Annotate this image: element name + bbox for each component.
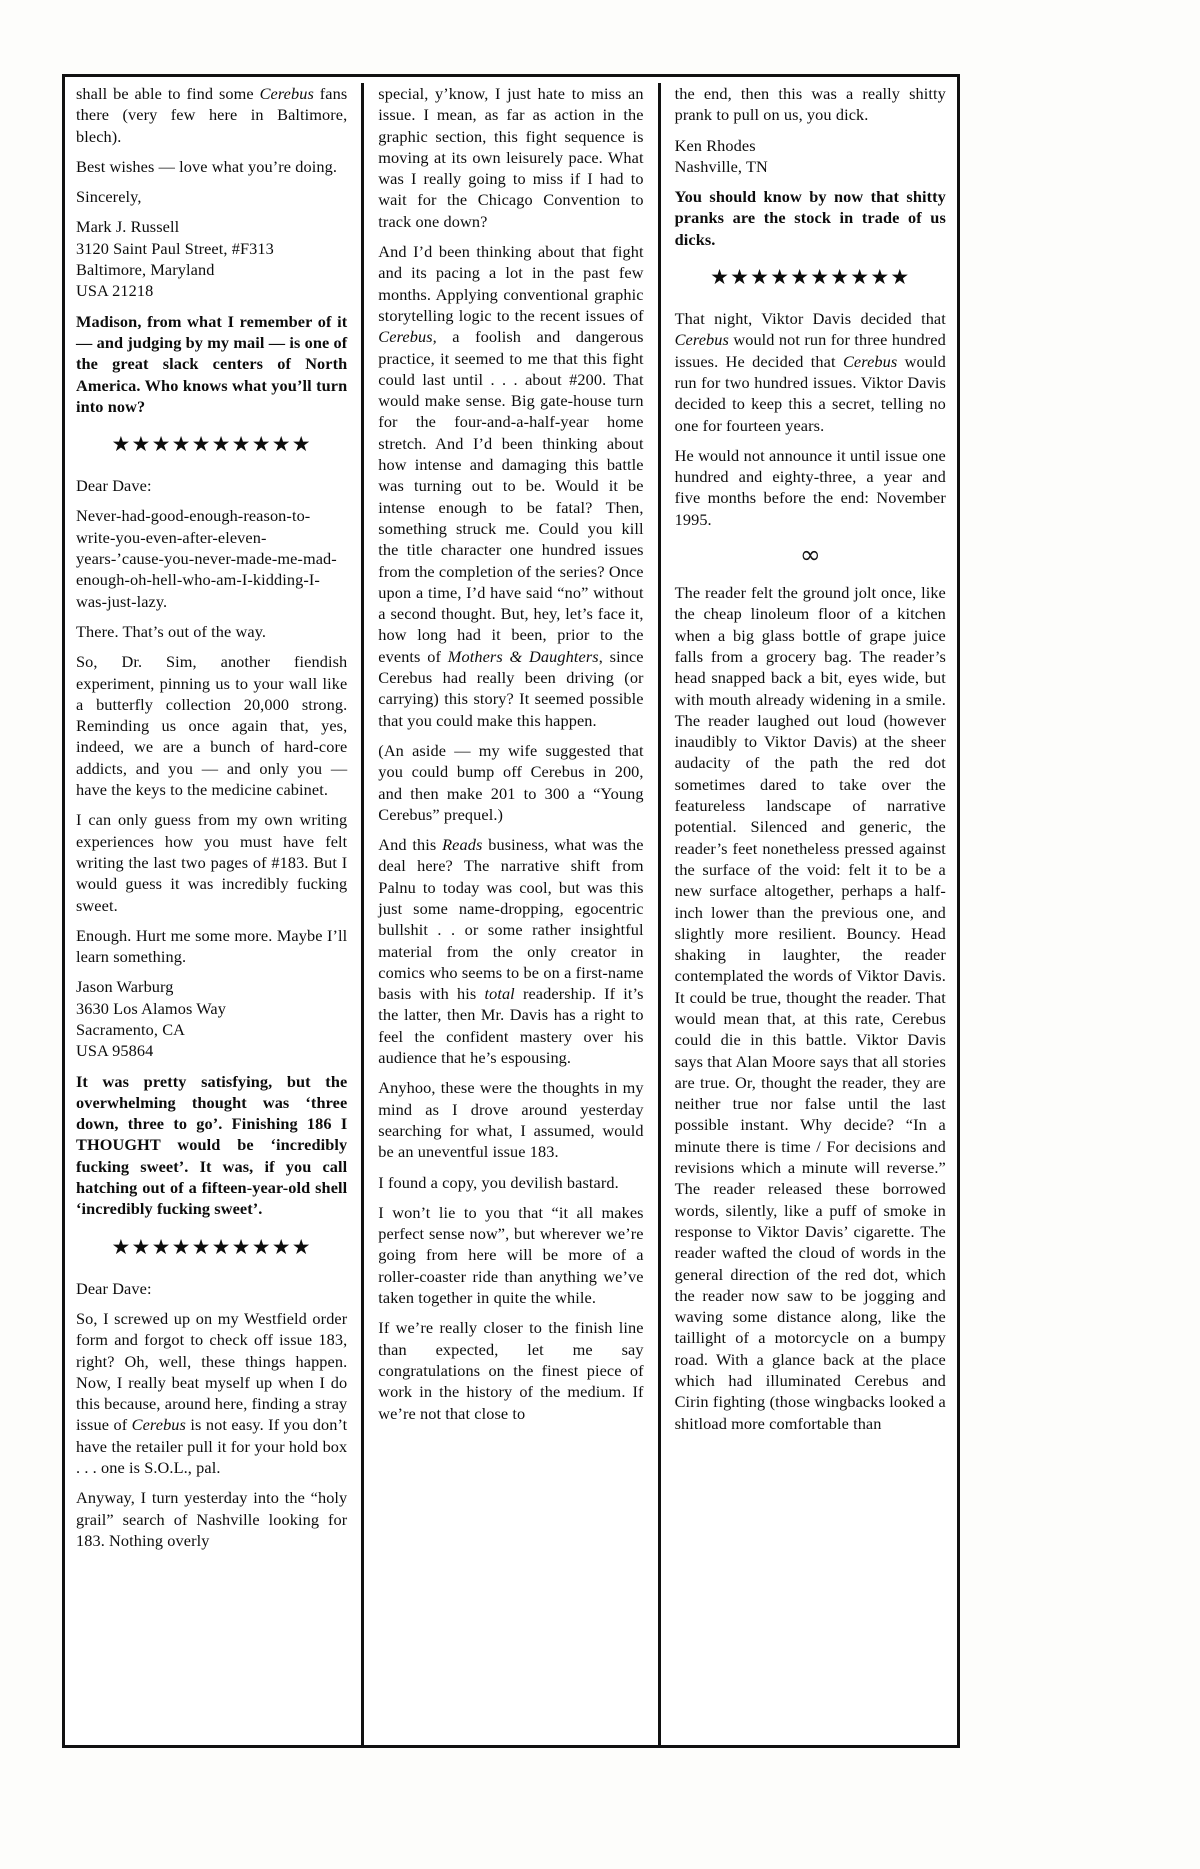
three-column-layout — [62, 74, 960, 1748]
italic-title: Cerebus — [259, 84, 314, 103]
middle-column — [361, 83, 660, 1748]
letter-paragraph: And I’d been thinking about that fight and its pacing a lot in the past few months. Applying conventional graphic storytelling logic to the recent issues of Cerebus, a foolish and dangerous practice, it seemed to me that this fight could last until . . . about #200. That would make sense. Big gate-house turn for the four-and-a-half-year home stretch. And I’d been thinking about how intense and damaging this battle was turning out to be. Would it be intense enough to be fatal? Then, something struck me. Could you kill the title character one hundred issues from the completion of the series? Once upon a time, I’d have said “no” without a second thought. But, hey, let’s face it, how long had it been, prior to the events of Mothers & Daughters, since Cerebus had really been driving (or carrying) this story? It seemed possible that you could make this happen. — [378, 242, 644, 730]
signature-line: Baltimore, Maryland — [76, 260, 215, 280]
right-column — [661, 83, 960, 1748]
letter-paragraph: shall be able to find some Cerebus fans there (very few here in Baltimore, blech). — [76, 84, 348, 146]
narrative-paragraph: He would not announce it until issue one hundred and eighty-three, a year and five months before the end: November 1995. — [674, 445, 946, 529]
letter-paragraph: special, y’know, I just hate to miss an issue. I mean, as far as action in the graphic section, this fight sequence is moving at its own leisurely pace. What was I really going to miss if I had to wait for the Chicago Convention to track one down? — [378, 84, 644, 231]
letter-paragraph: I can only guess from my own writing experiences how you must have felt writing the last two pages of #183. But I would guess it was incredibly fucking sweet. — [76, 810, 348, 915]
star-divider: ★★★★★★★★★★ — [710, 265, 911, 290]
letter-signature — [76, 976, 347, 1061]
letter-paragraph: So, I screwed up on my Westfield order form and forgot to check off issue 183, right? Oh, well, these things happen. Now, I really beat myself up when I do this because, around here, finding a stray issue of Cerebus is not easy. If you don’t have the retailer pull it for your hold box . . . one is S.O.L., pal. — [76, 1308, 348, 1478]
letter-salutation: Dear Dave: — [76, 1278, 152, 1298]
letter-paragraph: Never-had-good-enough-reason-to-write-you-even-after-eleven-years-’cause-you-never-made-me-mad-enough-oh-hell-who-am-I-kidding-I-was-just-lazy. — [76, 506, 337, 611]
signature-line: Ken Rhodes — [674, 135, 756, 155]
signature-line: Jason Warburg — [76, 977, 174, 997]
editor-reply: It was pretty satisfying, but the overwhelming thought was ‘three down, three to go’. Finishing 186 I THOUGHT would be ‘incredibly fucking sweet’. It was, if you call hatching out of a fifteen-year-old shell ‘incredibly fucking sweet’. — [76, 1071, 348, 1219]
editor-reply: You should know by now that shitty pranks are the stock in trade of us dicks. — [674, 187, 946, 249]
letter-paragraph: Anyhoo, these were the thoughts in my mind as I drove around yesterday searching for what, I assumed, would be an uneventful issue 183. — [378, 1078, 644, 1162]
italic-title: Cerebus — [131, 1415, 186, 1435]
signature-line: Mark J. Russell — [76, 217, 180, 237]
italic-title: Mothers & Daughters — [447, 646, 599, 666]
signature-line: 3120 Saint Paul Street, #F313 — [76, 238, 274, 258]
letter-signature — [675, 135, 946, 178]
italic-title: Cerebus — [842, 351, 898, 371]
letter-paragraph: Sincerely, — [76, 187, 142, 207]
signature-line: Sacramento, CA — [76, 1019, 186, 1039]
letter-paragraph: If we’re really closer to the finish line than expected, let me say congratulations on the finest piece of work in the history of the medium. If we’re not that close to — [378, 1318, 644, 1423]
signature-line: USA 21218 — [76, 281, 154, 301]
letter-salutation: Dear Dave: — [76, 476, 152, 496]
left-column — [62, 83, 361, 1748]
letter-paragraph: So, Dr. Sim, another fiendish experiment, pinning us to your wall like a butterfly collection 20,000 strong. Reminding us once again that, yes, indeed, we are a bunch of hard-core addicts, and you — and only you — have the keys to the medicine cabinet. — [76, 652, 348, 800]
star-divider: ★★★★★★★★★★ — [111, 1234, 312, 1259]
signature-line: 3630 Los Alamos Way — [76, 998, 226, 1018]
letter-paragraph: I won’t lie to you that “it all makes perfect sense now”, but wherever we’re going from here will be more of a roller-coaster ride than anything we’ve taken together in quite the while. — [378, 1202, 644, 1308]
letter-paragraph: the end, then this was a really shitty prank to pull on us, you dick. — [674, 84, 946, 125]
editor-reply: Madison, from what I remember of it — and judging by my mail — is one of the great slack centers of North America. Who knows what you’ll turn into now? — [76, 311, 348, 416]
infinity-ornament-icon: ∞ — [799, 540, 821, 570]
letter-paragraph: Enough. Hurt me some more. Maybe I’ll learn something. — [76, 925, 348, 967]
letter-paragraph: And this Reads business, what was the deal here? The narrative shift from Palnu to today was cool, but was this just some name-dropping, egocentric bullshit . . or some rather insightful material from the only creator in comics who seems to be on a first-name basis with his total readership. If it’s the latter, then Mr. Davis has a right to feel the confident mastery over his audience that he’s espousing. — [378, 835, 644, 1068]
italic-title: Cerebus — [674, 330, 729, 350]
letter-paragraph: There. That’s out of the way. — [76, 621, 267, 641]
letter-paragraph: Anyway, I turn yesterday into the “holy grail” search of Nashville looking for 183. Nothing overly — [76, 1488, 348, 1550]
letter-paragraph: (An aside — my wife suggested that you could bump off Cerebus in 200, and then make 201 to 300 a “Young Cerebus” prequel.) — [378, 740, 644, 824]
italic-emphasis: total — [484, 984, 515, 1004]
signature-line: USA 95864 — [76, 1041, 154, 1061]
italic-title: Cerebus, — [378, 327, 437, 347]
star-divider: ★★★★★★★★★★ — [111, 432, 312, 457]
letter-paragraph: I found a copy, you devilish bastard. — [378, 1172, 619, 1192]
narrative-paragraph: The reader felt the ground jolt once, like the cheap linoleum floor of a kitchen when a big glass bottle of grape juice falls from a grocery bag. The reader’s head snapped back a bit, eyes wide, but with mouth already widening in a smile. The reader laughed out loud (however inaudibly to Viktor Davis) at the sheer audacity of the path the red dot sometimes dared to take over the featureless landscape of narrative potential. Silenced and generic, the reader’s feet nonetheless pressed against the surface of the void: felt it to be a new surface altogether, perhaps a half-inch lower than the previous one, and slightly more resilient. Bouncy. Head shaking in laughter, the reader contemplated the words of Viktor Davis. It could be true, thought the reader. That would mean that, at this rate, Cerebus could die in this battle. Viktor Davis says that Alan Moore says that all stories are true. Or, thought the reader, they are neither true nor false until the last possible instant. Why decide? “In a minute there is time / For decisions and revisions which a minute will reverse.” The reader released these borrowed words, silently, like a puff of smoke in response to Viktor Davis’ cigarette. The reader wafted the cloud of words in the general direction of the red dot, which the reader now saw to be jogging and waving some distance along, like the taillight of a motorcycle on a bumpy road. With a glance back at the place which had illuminated Cerebus and Cirin fighting (those wingbacks looked a shitload more comfortable than — [674, 583, 946, 1433]
letter-paragraph: Best wishes — love what you’re doing. — [76, 156, 337, 176]
letter-signature — [76, 216, 347, 301]
italic-title: Reads — [442, 835, 483, 855]
narrative-paragraph: That night, Viktor Davis decided that Cerebus would not run for three hundred issues. He decided that Cerebus would run for two hundred issues. Viktor Davis decided to keep this a secret, telling no one for fourteen years. — [674, 309, 946, 435]
signature-line: Nashville, TN — [674, 156, 768, 176]
